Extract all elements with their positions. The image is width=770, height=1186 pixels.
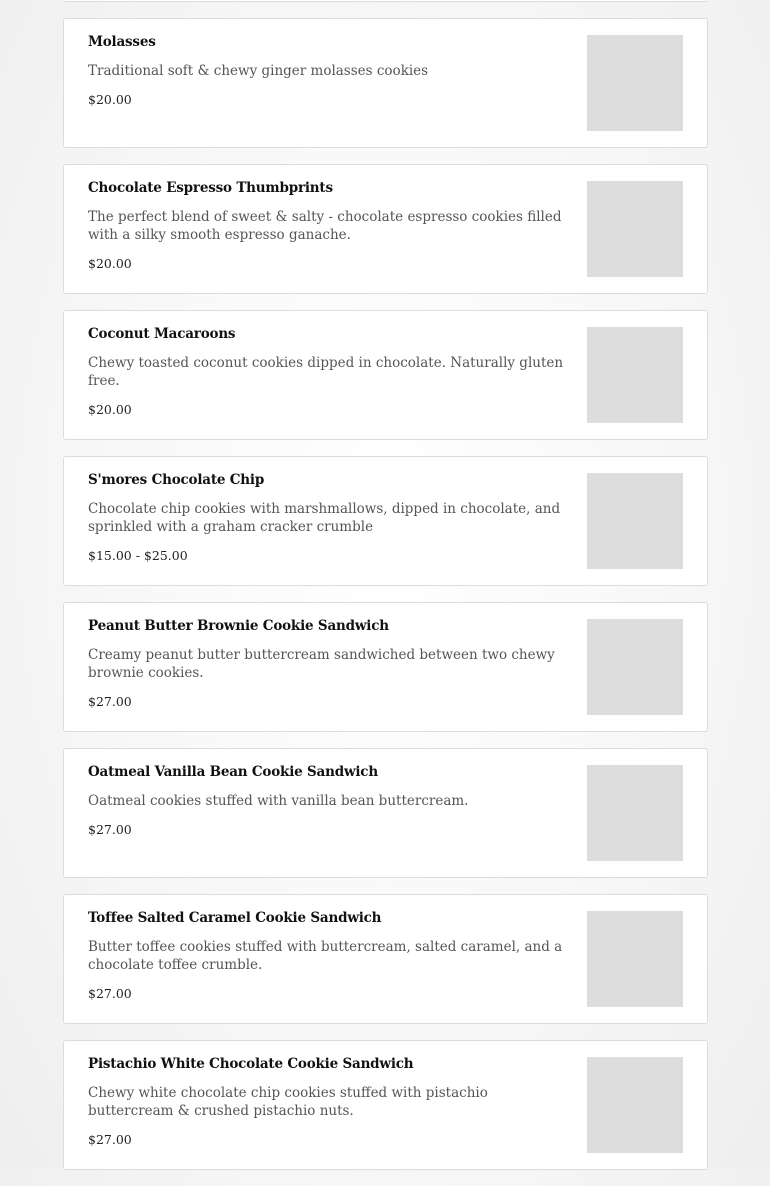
menu-item-text — [88, 617, 568, 711]
menu-item-description: Chewy white chocolate chip cookies stuffed with pistachio buttercream & crushed pistachio nuts. — [88, 1085, 488, 1119]
menu-item-name: Coconut Macaroons — [88, 326, 236, 342]
menu-item-name: Peanut Butter Brownie Cookie Sandwich — [88, 618, 389, 634]
menu-item-card[interactable] — [63, 456, 708, 586]
menu-item-card[interactable] — [63, 748, 708, 878]
menu-item-card[interactable] — [63, 164, 708, 294]
menu-item-price: $20.00 — [88, 402, 132, 417]
menu-item-price: $27.00 — [88, 986, 132, 1001]
menu-item-image-placeholder[interactable] — [587, 181, 683, 277]
menu-item-card[interactable] — [63, 602, 708, 732]
menu-item-card[interactable] — [63, 18, 708, 148]
menu-item-card[interactable] — [63, 894, 708, 1024]
menu-item-text — [88, 763, 568, 839]
menu-item-text — [88, 325, 568, 419]
menu-item-text — [88, 33, 568, 109]
menu-item-image-placeholder[interactable] — [587, 327, 683, 423]
menu-item-image-placeholder[interactable] — [587, 473, 683, 569]
menu-item-image-placeholder[interactable] — [587, 35, 683, 131]
menu-item-text — [88, 179, 568, 273]
menu-item-description: Traditional soft & chewy ginger molasses cookies — [88, 63, 429, 79]
menu-item-name: Pistachio White Chocolate Cookie Sandwich — [88, 1056, 414, 1072]
menu-item-card[interactable] — [63, 1040, 708, 1170]
menu-item-card[interactable] — [63, 310, 708, 440]
menu-item-list — [63, 18, 708, 1186]
menu-item-name: S'mores Chocolate Chip — [88, 472, 265, 488]
menu-item-price: $27.00 — [88, 822, 132, 837]
menu-item-price: $27.00 — [88, 694, 132, 709]
menu-item-description: Chocolate chip cookies with marshmallows, dipped in chocolate, and sprinkled with a graham cracker crumble — [88, 501, 561, 535]
menu-item-description: Creamy peanut butter buttercream sandwiched between two chewy brownie cookies. — [88, 647, 555, 681]
menu-item-text — [88, 909, 568, 1003]
menu-item-image-placeholder[interactable] — [587, 619, 683, 715]
menu-item-image-placeholder[interactable] — [587, 765, 683, 861]
menu-item-name: Molasses — [88, 34, 156, 50]
menu-item-price: $20.00 — [88, 256, 132, 271]
menu-item-price: $15.00 - $25.00 — [88, 548, 188, 563]
menu-item-name: Oatmeal Vanilla Bean Cookie Sandwich — [88, 764, 378, 780]
menu-item-description: Chewy toasted coconut cookies dipped in chocolate. Naturally gluten free. — [88, 355, 564, 389]
menu-item-name: Toffee Salted Caramel Cookie Sandwich — [88, 910, 382, 926]
menu-item-description: Butter toffee cookies stuffed with buttercream, salted caramel, and a chocolate toffee crumble. — [88, 939, 563, 973]
menu-item-name: Chocolate Espresso Thumbprints — [88, 180, 333, 196]
menu-item-description: Oatmeal cookies stuffed with vanilla bean buttercream. — [88, 793, 469, 809]
menu-item-image-placeholder[interactable] — [587, 911, 683, 1007]
menu-item-text — [88, 1055, 568, 1149]
menu-item-price: $27.00 — [88, 1132, 132, 1147]
menu-item-price: $20.00 — [88, 92, 132, 107]
menu-item-text — [88, 471, 568, 565]
menu-item-description: The perfect blend of sweet & salty - chocolate espresso cookies filled with a silky smooth espresso ganache. — [88, 209, 562, 243]
previous-menu-card[interactable] — [63, 0, 708, 2]
menu-item-image-placeholder[interactable] — [587, 1057, 683, 1153]
